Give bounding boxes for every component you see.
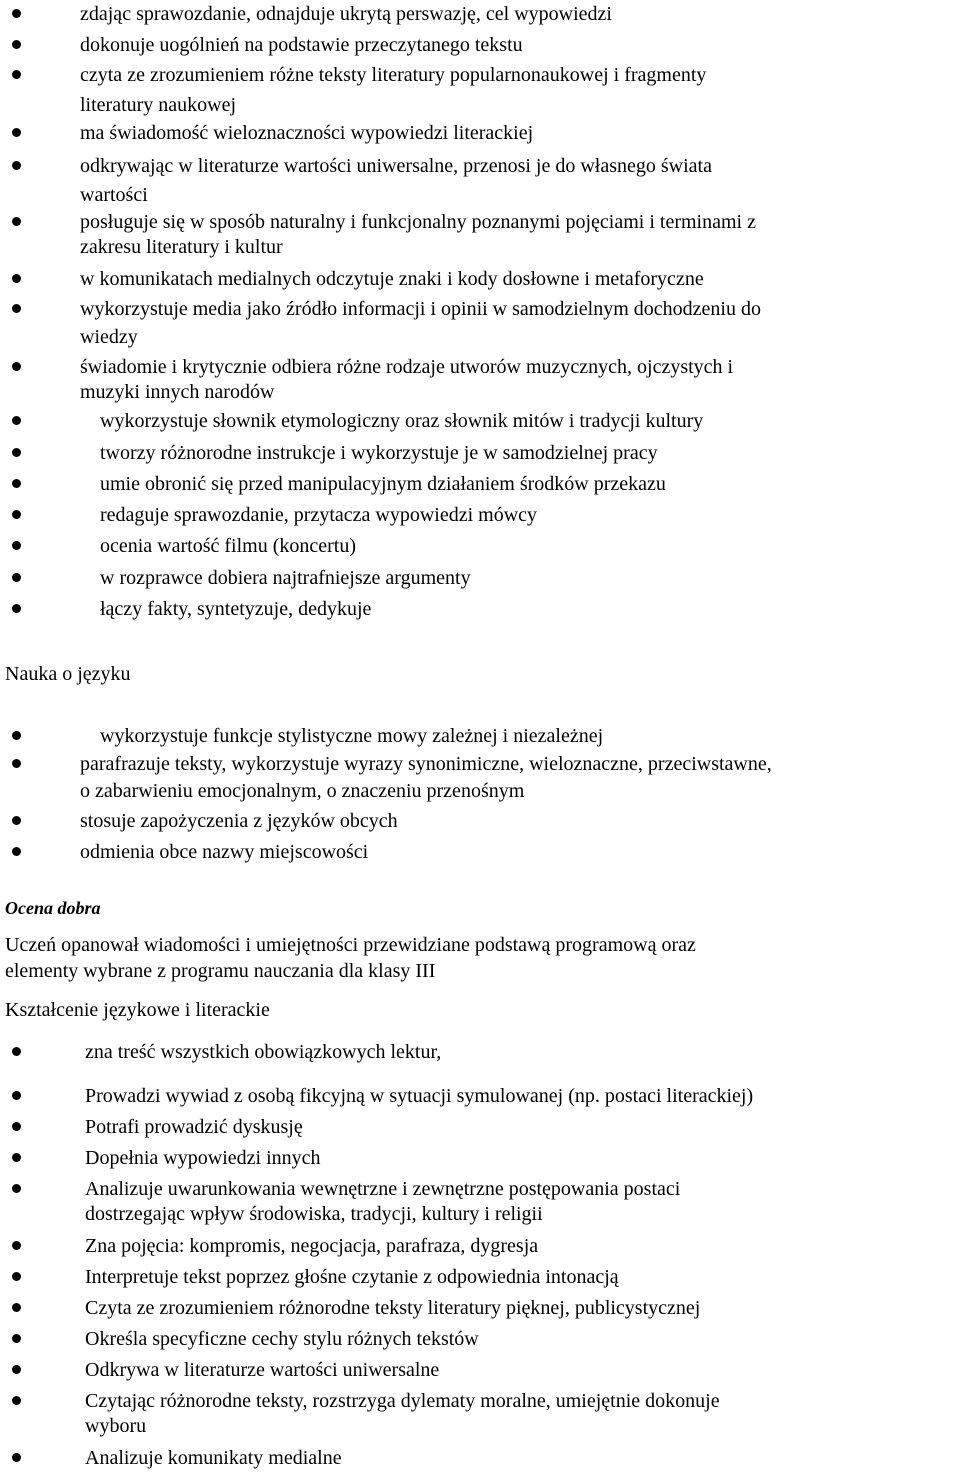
list-item: odmienia obce nazwy miejscowości (0, 840, 960, 871)
bullet-list-skills (0, 2, 960, 628)
list-item: łączy fakty, syntetyzuje, dedykuje (0, 597, 960, 628)
list-item: wykorzystuje funkcje stylistyczne mowy zależnej i niezależnej (0, 724, 960, 752)
list-item: Analizuje uwarunkowania wewnętrzne i zewnętrzne postępowania postaci dostrzegając wpływ środowiska, tradycji, kultury i religii (0, 1177, 960, 1234)
list-item: redaguje sprawozdanie, przytacza wypowiedzi mówcy (0, 503, 960, 534)
list-item: stosuje zapożyczenia z języków obcych (0, 809, 960, 840)
list-item: umie obronić się przed manipulacyjnym działaniem środków przekazu (0, 472, 960, 503)
list-item: Prowadzi wywiad z osobą fikcyjną w sytuacji symulowanej (np. postaci literackiej) (0, 1084, 960, 1115)
list-item: tworzy różnorodne instrukcje i wykorzystuje je w samodzielnej pracy (0, 441, 960, 472)
bullet-icon (12, 1272, 21, 1281)
bullet-icon (12, 274, 21, 283)
bullet-icon (12, 448, 21, 457)
bullet-icon (12, 573, 21, 582)
intro-paragraph (5, 932, 945, 984)
list-item: Odkrywa w literaturze wartości uniwersalne (0, 1358, 960, 1389)
list-item: Dopełnia wypowiedzi innych (0, 1146, 960, 1177)
bullet-icon (12, 759, 21, 768)
list-item: posługuje się w sposób naturalny i funkcjonalny poznanymi pojęciami i terminami z zakresu literatury i kultur (0, 210, 960, 267)
section-heading-ocena-dobra: Ocena dobra (5, 898, 101, 918)
bullet-icon (12, 9, 21, 18)
list-item: świadomie i krytycznie odbiera różne rodzaje utworów muzycznych, ojczystych i muzyki innych narodów (0, 355, 960, 409)
list-item: odkrywając w literaturze wartości uniwersalne, przenosi je do własnego świata wartości (0, 154, 960, 210)
bullet-list-language (0, 724, 960, 871)
bullet-icon (12, 1153, 21, 1162)
list-item: Czytając różnorodne teksty, rozstrzyga dylematy moralne, umiejętnie dokonuje wyboru (0, 1389, 960, 1446)
bullet-icon (12, 604, 21, 613)
list-item: parafrazuje teksty, wykorzystuje wyrazy synonimiczne, wieloznaczne, przeciwstawne, o zabarwieniu emocjonalnym, o znaczeniu przenośnym (0, 752, 960, 809)
list-item: dokonuje uogólnień na podstawie przeczytanego tekstu (0, 33, 960, 63)
bullet-icon (12, 217, 21, 226)
list-item: Określa specyficzne cechy stylu różnych tekstów (0, 1327, 960, 1358)
bullet-icon (12, 161, 21, 170)
bullet-icon (12, 362, 21, 371)
list-item: ocenia wartość filmu (koncertu) (0, 534, 960, 566)
bullet-icon (12, 479, 21, 488)
bullet-icon (12, 510, 21, 519)
bullet-icon (12, 731, 21, 740)
list-item: Potrafi prowadzić dyskusję (0, 1115, 960, 1146)
list-item: wykorzystuje media jako źródło informacji i opinii w samodzielnym dochodzeniu do wiedzy (0, 297, 960, 355)
intro-paragraph-line: elementy wybrane z programu nauczania dla klasy III (5, 960, 436, 982)
bullet-icon (12, 1122, 21, 1131)
list-item: ma świadomość wieloznaczności wypowiedzi literackiej (0, 121, 960, 154)
bullet-icon (12, 1303, 21, 1312)
bullet-list-good-grade (0, 1040, 960, 1474)
bullet-icon (12, 1334, 21, 1343)
bullet-icon (12, 541, 21, 550)
list-item: w rozprawce dobiera najtrafniejsze argumenty (0, 566, 960, 597)
bullet-icon (12, 1184, 21, 1193)
bullet-icon (12, 1396, 21, 1405)
list-item: wykorzystuje słownik etymologiczny oraz słownik mitów i tradycji kultury (0, 409, 960, 441)
bullet-icon (12, 70, 21, 79)
bullet-icon (12, 847, 21, 856)
list-item: Czyta ze zrozumieniem różnorodne teksty literatury pięknej, publicystycznej (0, 1296, 960, 1327)
subheading-ksztalcenie: Kształcenie językowe i literackie (5, 999, 270, 1021)
bullet-icon (12, 1091, 21, 1100)
bullet-icon (12, 1047, 21, 1056)
bullet-icon (12, 304, 21, 313)
list-item: w komunikatach medialnych odczytuje znaki i kody dosłowne i metaforyczne (0, 267, 960, 297)
bullet-icon (12, 40, 21, 49)
bullet-icon (12, 128, 21, 137)
bullet-icon (12, 416, 21, 425)
bullet-icon (12, 816, 21, 825)
list-item: Interpretuje tekst poprzez głośne czytanie z odpowiednia intonacją (0, 1265, 960, 1296)
list-item: zna treść wszystkich obowiązkowych lektur, (0, 1040, 960, 1084)
bullet-icon (12, 1241, 21, 1250)
list-item: zdając sprawozdanie, odnajduje ukrytą perswazję, cel wypowiedzi (0, 2, 960, 33)
list-item: Analizuje komunikaty medialne (0, 1446, 960, 1474)
intro-paragraph-line: Uczeń opanował wiadomości i umiejętności przewidziane podstawą programową oraz (5, 934, 696, 956)
list-item: czyta ze zrozumieniem różne teksty literatury popularnonaukowej i fragmenty literatury naukowej (0, 63, 960, 121)
bullet-icon (12, 1365, 21, 1374)
section-heading-nauka-o-jezyku: Nauka o języku (5, 663, 131, 685)
list-item: Zna pojęcia: kompromis, negocjacja, parafraza, dygresja (0, 1234, 960, 1265)
bullet-icon (12, 1453, 21, 1462)
